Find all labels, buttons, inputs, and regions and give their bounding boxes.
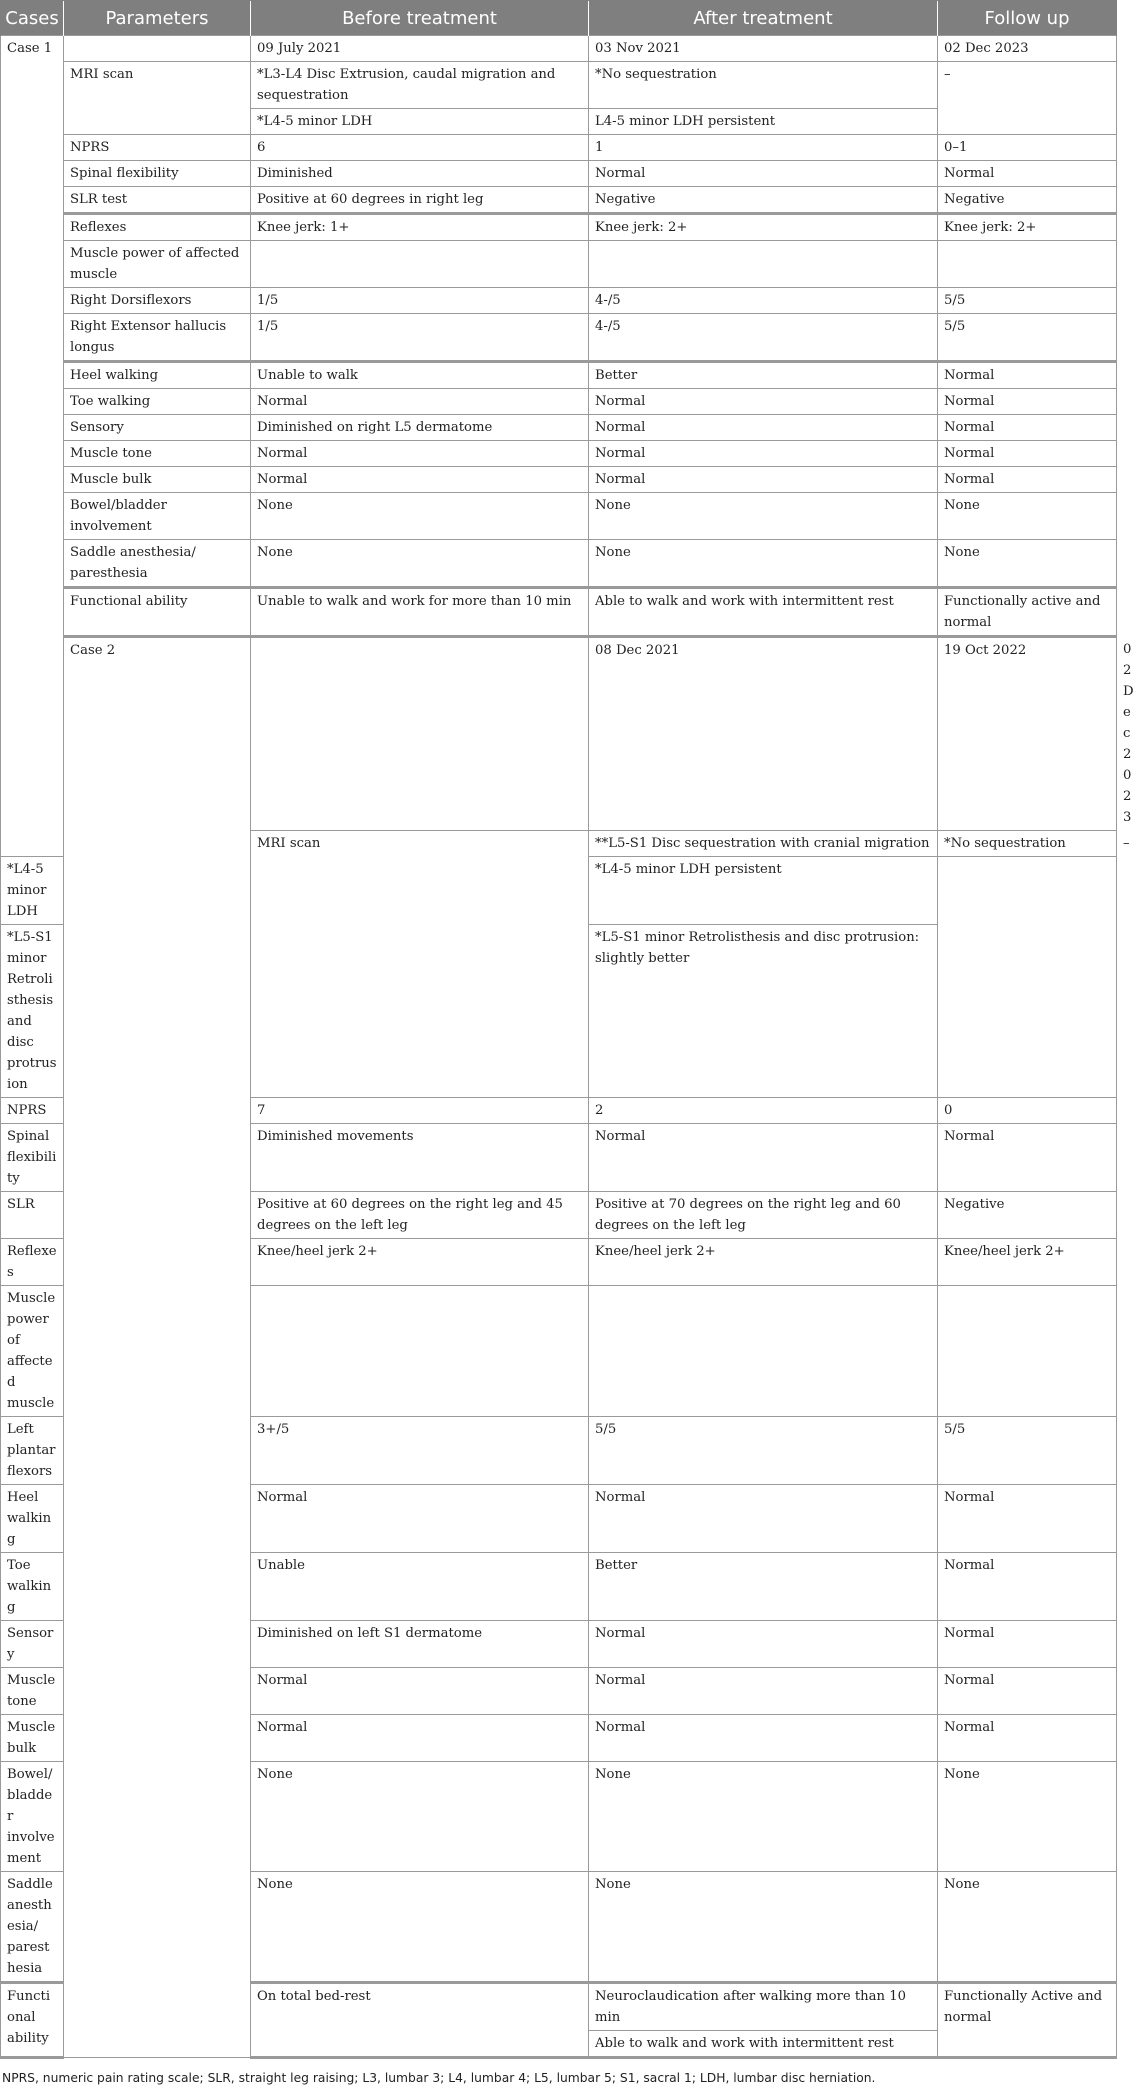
after-cell: Knee jerk: 2+: [589, 214, 938, 241]
before-cell: 6: [251, 135, 589, 161]
table-row: [1, 36, 1117, 62]
follow-cell: Functionally active and normal: [938, 588, 1117, 637]
table-row: [1, 214, 1117, 241]
before-cell: None: [251, 540, 589, 588]
after-cell: Normal: [589, 1124, 938, 1192]
before-cell: None: [251, 493, 589, 540]
param-cell: Saddle anesthesia/ paresthesia: [64, 540, 251, 588]
table-row: [1, 288, 1117, 314]
before-cell: Normal: [251, 1668, 589, 1715]
before-cell: Normal: [251, 389, 589, 415]
table-row: [1, 415, 1117, 441]
table-footnote: NPRS, numeric pain rating scale; SLR, straight leg raising; L3, lumbar 3; L4, lumbar 4; L5, lumbar 5; S1, sacral 1; LDH, lumbar disc herniation.: [2, 2071, 876, 2085]
after-cell: Normal: [589, 161, 938, 187]
param-cell: Heel walking: [1, 1485, 64, 1553]
after-cell: Able to walk and work with intermittent rest: [589, 2031, 938, 2058]
header-after-treatment: After treatment: [589, 1, 938, 36]
follow-cell: Normal: [938, 1715, 1117, 1762]
table-row: [1, 314, 1117, 362]
after-cell: 2: [589, 1098, 938, 1124]
table-row: [1, 362, 1117, 389]
after-cell: Better: [589, 362, 938, 389]
date-follow: 02 Dec 2023: [938, 36, 1117, 62]
param-cell: [64, 36, 251, 62]
param-cell: Sensory: [64, 415, 251, 441]
after-cell: *L4-5 minor LDH persistent: [589, 857, 938, 925]
after-cell: None: [589, 540, 938, 588]
table-row: [1, 540, 1117, 588]
follow-cell: None: [938, 493, 1117, 540]
follow-cell: Knee jerk: 2+: [938, 214, 1117, 241]
before-cell: **L5-S1 Disc sequestration with cranial migration: [589, 831, 938, 857]
after-cell: Normal: [589, 1715, 938, 1762]
param-cell: SLR test: [64, 187, 251, 214]
follow-cell: 5/5: [938, 288, 1117, 314]
follow-cell: Functionally Active and normal: [938, 1983, 1117, 2058]
header-before-treatment: Before treatment: [251, 1, 589, 36]
after-cell: Better: [589, 1553, 938, 1621]
param-cell: Muscle bulk: [1, 1715, 64, 1762]
follow-cell: Normal: [938, 1668, 1117, 1715]
follow-cell: [938, 241, 1117, 288]
table-row: Case 2 08 Dec 2021 19 Oct 2022 02 Dec 2023: [1, 637, 1117, 831]
header-follow-up: Follow up: [938, 1, 1117, 36]
param-cell: Left plantar flexors: [1, 1417, 64, 1485]
param-cell: Heel walking: [64, 362, 251, 389]
before-cell: *L4-5 minor LDH: [1, 857, 64, 925]
param-cell: Reflexes: [1, 1239, 64, 1286]
follow-cell: Knee/heel jerk 2+: [938, 1239, 1117, 1286]
follow-cell: None: [938, 540, 1117, 588]
follow-cell: None: [938, 1872, 1117, 1983]
after-cell: Neuroclaudication after walking more than 10 min: [589, 1983, 938, 2031]
date-before: 08 Dec 2021: [589, 637, 938, 831]
table-row: [1, 588, 1117, 637]
before-cell: Knee jerk: 1+: [251, 214, 589, 241]
before-cell: Unable to walk and work for more than 10 min: [251, 588, 589, 637]
follow-cell: 0: [938, 1098, 1117, 1124]
param-cell: Right Dorsiflexors: [64, 288, 251, 314]
follow-cell: [938, 1286, 1117, 1417]
after-cell: [589, 1286, 938, 1417]
before-cell: Positive at 60 degrees on the right leg and 45 degrees on the left leg: [251, 1192, 589, 1239]
after-cell: 4-/5: [589, 288, 938, 314]
table-row: MRI scan **L5-S1 Disc sequestration with cranial migration *No sequestration –: [1, 831, 1117, 857]
before-cell: Normal: [251, 467, 589, 493]
param-cell: Sensory: [1, 1621, 64, 1668]
table-row: [1, 135, 1117, 161]
after-cell: Normal: [589, 389, 938, 415]
before-cell: Normal: [251, 1485, 589, 1553]
after-cell: *No sequestration: [938, 831, 1117, 857]
before-cell: Unable to walk: [251, 362, 589, 389]
before-cell: Normal: [251, 1715, 589, 1762]
follow-cell: 0–1: [938, 135, 1117, 161]
before-cell: None: [251, 1762, 589, 1872]
after-cell: *L5-S1 minor Retrolisthesis and disc protrusion: slightly better: [589, 925, 938, 1098]
follow-cell: 5/5: [938, 314, 1117, 362]
before-cell: Diminished: [251, 161, 589, 187]
after-cell: *No sequestration: [589, 62, 938, 109]
before-cell: 1/5: [251, 314, 589, 362]
param-cell: Functional ability: [1, 1983, 64, 2058]
before-cell: [251, 1286, 589, 1417]
date-after: 19 Oct 2022: [938, 637, 1117, 831]
after-cell: Negative: [589, 187, 938, 214]
table-row: [1, 241, 1117, 288]
follow-cell: Normal: [938, 467, 1117, 493]
param-cell: Right Extensor hallucis longus: [64, 314, 251, 362]
case-2-label: Case 2: [64, 637, 251, 2058]
before-cell: Knee/heel jerk 2+: [251, 1239, 589, 1286]
before-cell: [251, 241, 589, 288]
param-cell: Muscle tone: [1, 1668, 64, 1715]
after-cell: Normal: [589, 1668, 938, 1715]
case-1-label: Case 1: [1, 36, 64, 857]
after-cell: [589, 241, 938, 288]
before-cell: *L4-5 minor LDH: [251, 109, 589, 135]
after-cell: Normal: [589, 1485, 938, 1553]
follow-cell: Normal: [938, 441, 1117, 467]
param-cell: MRI scan: [64, 62, 251, 135]
after-cell: 5/5: [589, 1417, 938, 1485]
after-cell: 4-/5: [589, 314, 938, 362]
before-cell: Normal: [251, 441, 589, 467]
follow-cell: Negative: [938, 187, 1117, 214]
param-cell: Functional ability: [64, 588, 251, 637]
param-cell: Muscle tone: [64, 441, 251, 467]
before-cell: Unable: [251, 1553, 589, 1621]
before-cell: Diminished on left S1 dermatome: [251, 1621, 589, 1668]
header-cases: Cases: [1, 1, 64, 36]
table-row: [1, 493, 1117, 540]
param-cell: Bowel/bladder involvement: [64, 493, 251, 540]
after-cell: None: [589, 1872, 938, 1983]
before-cell: 3+/5: [251, 1417, 589, 1485]
param-cell: Muscle power of affected muscle: [1, 1286, 64, 1417]
date-before: 09 July 2021: [251, 36, 589, 62]
before-cell: On total bed-rest: [251, 1983, 589, 2058]
table-row: [1, 187, 1117, 214]
before-cell: None: [251, 1872, 589, 1983]
table-row: [1, 161, 1117, 187]
before-cell: 1/5: [251, 288, 589, 314]
after-cell: None: [589, 1762, 938, 1872]
param-cell: SLR: [1, 1192, 64, 1239]
param-cell: [251, 637, 589, 831]
table-row: [1, 441, 1117, 467]
param-cell: Bowel/bladder involvement: [1, 1762, 64, 1872]
param-cell: Spinal flexibility: [1, 1124, 64, 1192]
param-cell: Muscle bulk: [64, 467, 251, 493]
param-cell: Muscle power of affected muscle: [64, 241, 251, 288]
follow-cell: Normal: [938, 389, 1117, 415]
date-after: 03 Nov 2021: [589, 36, 938, 62]
table-header-row: [1, 1, 1117, 36]
after-cell: Positive at 70 degrees on the right leg and 60 degrees on the left leg: [589, 1192, 938, 1239]
after-cell: Normal: [589, 441, 938, 467]
param-cell: Reflexes: [64, 214, 251, 241]
after-cell: 1: [589, 135, 938, 161]
param-cell: NPRS: [64, 135, 251, 161]
before-cell: 7: [251, 1098, 589, 1124]
table-row: [1, 389, 1117, 415]
table-row: [1, 62, 1117, 109]
param-cell: Toe walking: [1, 1553, 64, 1621]
follow-cell: Normal: [938, 1621, 1117, 1668]
after-cell: Normal: [589, 415, 938, 441]
table-row: [1, 467, 1117, 493]
param-cell: Toe walking: [64, 389, 251, 415]
before-cell: Positive at 60 degrees in right leg: [251, 187, 589, 214]
follow-cell: Normal: [938, 1553, 1117, 1621]
after-cell: L4-5 minor LDH persistent: [589, 109, 938, 135]
follow-cell: Normal: [938, 415, 1117, 441]
follow-cell: Negative: [938, 1192, 1117, 1239]
before-cell: *L3-L4 Disc Extrusion, caudal migration and sequestration: [251, 62, 589, 109]
follow-cell: –: [938, 62, 1117, 135]
after-cell: Able to walk and work with intermittent rest: [589, 588, 938, 637]
before-cell: *L5-S1 minor Retrolisthesis and disc protrusion: [1, 925, 64, 1098]
before-cell: Diminished on right L5 dermatome: [251, 415, 589, 441]
follow-cell: Normal: [938, 1124, 1117, 1192]
follow-cell: Normal: [938, 362, 1117, 389]
after-cell: None: [589, 493, 938, 540]
header-parameters: Parameters: [64, 1, 251, 36]
follow-cell: Normal: [938, 161, 1117, 187]
before-cell: Diminished movements: [251, 1124, 589, 1192]
param-cell: Saddle anesthesia/ paresthesia: [1, 1872, 64, 1983]
follow-cell: Normal: [938, 1485, 1117, 1553]
follow-cell: 5/5: [938, 1417, 1117, 1485]
after-cell: Knee/heel jerk 2+: [589, 1239, 938, 1286]
param-cell: Spinal flexibility: [64, 161, 251, 187]
after-cell: Normal: [589, 1621, 938, 1668]
after-cell: Normal: [589, 467, 938, 493]
param-cell: MRI scan: [251, 831, 589, 1098]
follow-cell: None: [938, 1762, 1117, 1872]
param-cell: NPRS: [1, 1098, 64, 1124]
